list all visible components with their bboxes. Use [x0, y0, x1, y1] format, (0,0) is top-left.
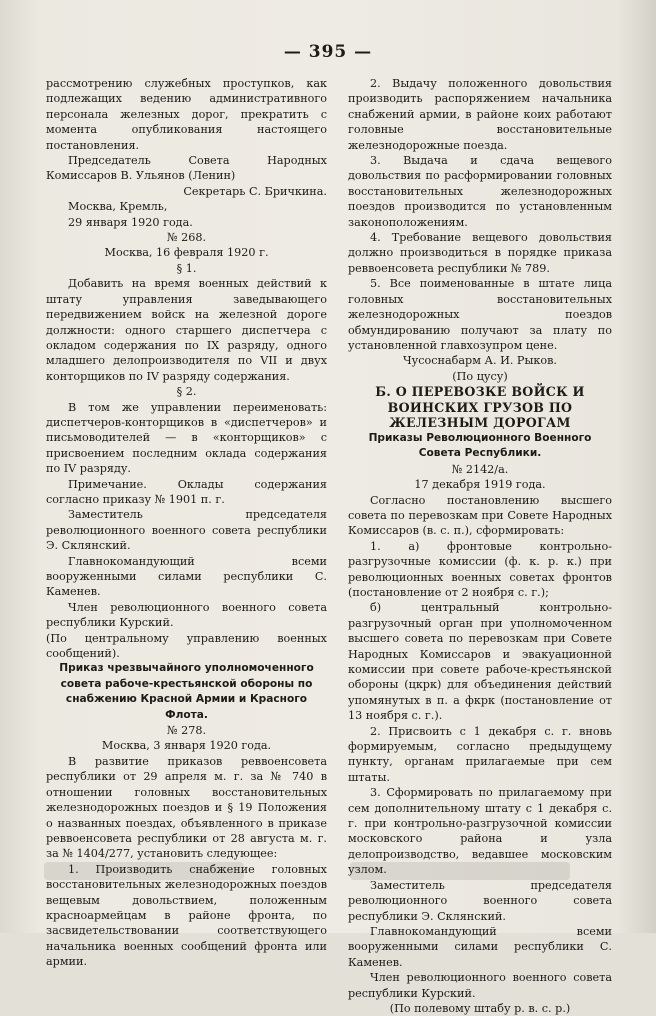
- left-column-paragraph: Заместитель председателя революционного военного совета республики Э. Склянский.: [46, 508, 327, 553]
- left-column-paragraph: § 1.: [176, 261, 197, 275]
- left-column: [46, 76, 327, 970]
- right-column-paragraph: Главнокомандующий всеми вооруженными силами республики С. Каменев.: [348, 924, 612, 969]
- right-column-paragraph: № 2142/а.: [451, 462, 509, 476]
- left-column-paragraph: Главнокомандующий всеми вооруженными силами республики С. Каменев.: [46, 554, 327, 599]
- right-column-paragraph: 4. Требование вещевого довольствия должно производиться в порядке приказа реввоенсовета республики № 789.: [348, 231, 612, 275]
- right-column-paragraph: 3. Выдача и сдача вещевого довольствия по расформировании головных восстановительных железнодорожных поездов производится по установленным законоположениям.: [348, 154, 612, 229]
- right-column-paragraph: Заместитель председателя революционного военного совета республики Э. Склянский.: [348, 878, 612, 923]
- right-column-paragraph: 17 декабря 1919 года.: [414, 478, 546, 492]
- left-column-paragraph: (По центральному управлению военных сообщений).: [46, 631, 327, 661]
- right-column-paragraph: Б. О ПЕРЕВОЗКЕ ВОЙСК И ВОИНСКИХ ГРУЗОВ ПО ЖЕЛЕЗНЫМ ДОРОГАМ: [375, 384, 585, 431]
- right-column-paragraph: Согласно постановлению высшего совета по перевозкам при Совете Народных Комиссаров (в. с. п.), сформировать:: [348, 493, 612, 538]
- left-column-paragraph: В том же управлении переименовать: диспетчеров-конторщиков в «диспетчеров» и письмоводителей — в «конторщиков» с присвоением последним оклада содержания по IV разряду.: [46, 400, 327, 476]
- right-column-paragraph: Приказы Революционного Военного Совета Республики.: [368, 431, 592, 460]
- left-column-paragraph: Приказ чрезвычайного уполномоченного совета рабоче-крестьянской обороны по снабжению Красной Армии и Красного Флота.: [59, 662, 314, 721]
- left-column-paragraph: Член революционного военного совета республики Курский.: [46, 600, 327, 630]
- left-column-paragraph: § 2.: [176, 385, 197, 399]
- scan-smudge: [350, 862, 570, 880]
- left-column-paragraph: Москва, 16 февраля 1920 г.: [104, 246, 269, 260]
- left-column-paragraph: Москва, Кремль,: [68, 200, 168, 214]
- left-column-paragraph: Секретарь С. Бричкина.: [183, 184, 327, 198]
- page-number: — 395 —: [283, 42, 373, 62]
- left-column-paragraph: № 268.: [166, 231, 207, 245]
- left-column-paragraph: 29 января 1920 года.: [68, 215, 193, 229]
- scan-smudge: [44, 862, 244, 880]
- left-column-paragraph: Добавить на время военных действий к штату управления заведывающего передвижением войск на железной дороге должности: одного старшего диспетчера с окладом содержания по IX разряду, одного младшего делопроизводителя по VII и двух конторщиков по IV разряду содержания.: [46, 277, 327, 383]
- right-column-paragraph: 3. Сформировать по прилагаемому при сем дополнительному штату с 1 декабря с. г. при контрольно-разгрузочной комиссии московского района и узла делопроизводство, ведавшее московским узлом.: [348, 786, 612, 877]
- left-column-paragraph: Председатель Совета Народных Комиссаров В. Ульянов (Ленин): [46, 154, 327, 183]
- left-column-paragraph: № 278.: [166, 724, 207, 738]
- left-column-paragraph: Москва, 3 января 1920 года.: [101, 739, 272, 753]
- left-column-paragraph: рассмотрению служебных проступков, как подлежащих ведению административного персонала железных дорог, прекратить с момента опубликования настоящего постановления.: [46, 77, 327, 152]
- right-column-paragraph: 2. Присвоить с 1 декабря с. г. вновь формируемым, согласно предыдущему пункту, органам прилагаемые при сем штаты.: [348, 724, 612, 784]
- left-column-paragraph: 1. Производить снабжение головных восстановительных железнодорожных поездов вещевым довольствием, положенным красноармейцам в районе фронта, по засвидетельствовании соответствующего начальника военных сообщений фронта или армии.: [46, 862, 327, 969]
- right-column-paragraph: (По полевому штабу р. в. с. р.): [389, 1001, 571, 1015]
- right-column-paragraph: б) центральный контрольно-разгрузочный орган при уполномоченном высшего совета по перевозкам при Совете Народных Комиссаров и эвакуационной комиссии при совете рабоче-крестьянской обороны (цкрк) для объединения действий упомянутых в п. а фкрк (постановление от 13 ноября с. г.).: [348, 601, 612, 723]
- left-column-paragraph: В развитие приказов реввоенсовета республики от 29 апреля м. г. за № 740 в отношении головных восстановительных железнодорожных поездов и § 19 Положения о названных поездах, объявленного в приказе реввоенсовета республики от 28 августа м. г. за № 1404/277, установить следующее:: [46, 754, 327, 861]
- right-column-paragraph: 2. Выдачу положенного довольствия производить распоряжением начальника снабжений армии, в районе коих работают головные восстановительные железнодорожные поезда.: [348, 77, 612, 152]
- left-column-paragraph: Примечание. Оклады содержания согласно приказу № 1901 п. г.: [46, 477, 327, 506]
- right-column-paragraph: Член революционного военного совета республики Курский.: [348, 971, 612, 1000]
- right-column-paragraph: 5. Все поименованные в штате лица головных восстановительных железнодорожных поездов обмундированию получают за плату по установленной главхозупром цене.: [348, 277, 612, 352]
- right-column-paragraph: (По цусу): [452, 369, 508, 383]
- right-column-paragraph: Чусоснабарм А. И. Рыков.: [403, 354, 557, 368]
- right-column-paragraph: 1. а) фронтовые контрольно-разгрузочные комиссии (ф. к. р. к.) при революционных военных советах фронтов (постановление от 2 ноября с. г.);: [348, 539, 612, 599]
